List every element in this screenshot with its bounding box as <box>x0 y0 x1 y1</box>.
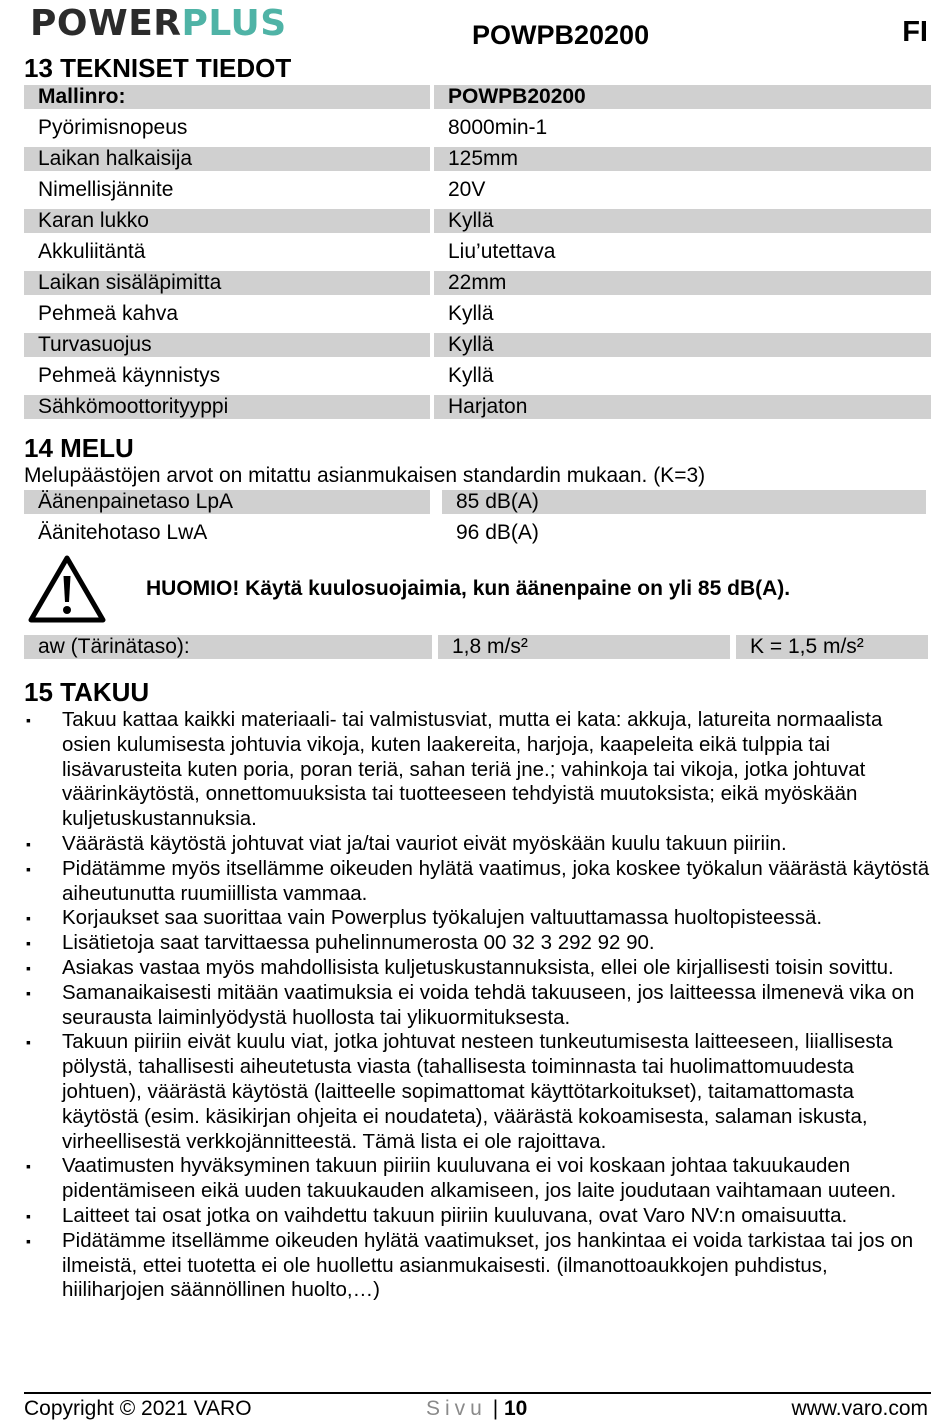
language-code: FI <box>902 16 928 48</box>
footer-divider <box>24 1392 931 1394</box>
section-title-noise: 14 MELU <box>24 433 134 463</box>
spec-value: Kyllä <box>434 333 931 357</box>
section-title-technical-data: 13 TEKNISET TIEDOT <box>24 53 292 83</box>
spec-row <box>24 363 931 394</box>
spec-value: Harjaton <box>434 395 931 419</box>
noise-value: 85 dB(A) <box>442 490 926 514</box>
bullet-icon: ▪ <box>26 984 31 1001</box>
bullet-icon: ▪ <box>26 860 31 877</box>
spec-value: Kyllä <box>448 364 494 387</box>
logo-power: POWER <box>30 3 182 44</box>
spec-row <box>24 270 931 301</box>
model-number-header: POWPB20200 <box>472 20 650 50</box>
spec-row <box>24 115 931 146</box>
powerplus-logo <box>30 4 287 44</box>
bullet-icon: ▪ <box>26 1232 31 1249</box>
page-number: 10 <box>503 1397 528 1420</box>
warranty-item-text: Asiakas vastaa myös mahdollisista kuljetuskustannuksista, ellei ole kirjallisesti toisin sovittu. <box>62 955 894 979</box>
spec-row <box>24 394 931 425</box>
spec-label: Karan lukko <box>24 209 430 233</box>
spec-row <box>24 208 931 239</box>
spec-label: Turvasuojus <box>24 333 430 357</box>
spec-label: Laikan sisäläpimitta <box>24 271 430 295</box>
warranty-item <box>24 906 930 931</box>
spec-value: Liu’utettava <box>448 240 556 263</box>
logo-plus: PLUS <box>181 3 287 44</box>
bullet-icon: ▪ <box>26 935 31 952</box>
spec-row <box>24 239 931 270</box>
bullet-icon: ▪ <box>26 712 31 728</box>
spec-row <box>24 301 931 332</box>
bullet-icon: ▪ <box>26 959 31 976</box>
spec-label: Sähkömoottorityyppi <box>24 395 430 419</box>
page-separator: | <box>486 1397 504 1420</box>
bullet-icon: ▪ <box>26 835 31 852</box>
vibration-value: 1,8 m/s² <box>438 635 730 659</box>
warranty-item <box>24 956 930 981</box>
warranty-item-text: Vaatimusten hyväksyminen takuun piiriin kuuluvana ei voi koskaan johtaa takuukauden pidentämiseen eikä uuden takuukauden alkamiseen, jos laite joudutaan vaihtamaan uuteen. <box>62 1154 897 1203</box>
noise-label: Äänenpainetaso LpA <box>24 490 430 514</box>
noise-table <box>24 489 926 551</box>
warranty-item <box>24 832 930 857</box>
section-title-warranty: 15 TAKUU <box>24 677 150 707</box>
page-label: Sivu <box>426 1397 487 1420</box>
bullet-icon: ▪ <box>26 1034 31 1051</box>
warranty-item-text: Takuun piiriin eivät kuulu viat, jotka johtuvat nesteen tunkeutumisesta laitteeseen, liiallisesta pölystä, tahallisesti aiheutetusta viasta (tahallisesta toiminnasta tai huolimattomuudesta johtuen), väärästä käytöstä (laitteelle sopimattomat käyttötarkoitukset), taitamattomasta käytöstä (esim. käsikirjan ohjeita ei noudateta), väärästä kokoamisesta, salaman iskusta, virheellisestä verkkojännitteestä. Tämä lista ei ole rajoittava. <box>62 1030 893 1153</box>
spec-value: 125mm <box>434 147 931 171</box>
noise-intro-text: Melupäästöjen arvot on mitattu asianmukaisen standardin mukaan. (K=3) <box>24 464 706 487</box>
website-link[interactable]: www.varo.com <box>791 1397 928 1420</box>
hearing-protection-warning: HUOMIO! Käytä kuulosuojaimia, kun äänenpaine on yli 85 dB(A). <box>146 577 791 600</box>
page-indicator <box>426 1396 527 1422</box>
warranty-item-text: Lisätietoja saat tarvittaessa puhelinnumerosta 00 32 3 292 92 90. <box>62 931 655 955</box>
spec-row <box>24 332 931 363</box>
warranty-item-text: Pidätämme itsellämme oikeuden hylätä vaatimukset, jos hankintaa ei voida tarkistaa tai jos on ilmeistä, ettei tuotetta ei ole huollettu asianmukaisesti. (ilmanottoaukkojen puhdistus, hiiliharjojen säännöllinen huolto,…) <box>62 1228 914 1302</box>
page-footer <box>24 1396 928 1422</box>
spec-value: Kyllä <box>434 209 931 233</box>
vibration-k-value: K = 1,5 m/s² <box>736 635 928 659</box>
warranty-item <box>24 1204 930 1229</box>
warranty-item <box>24 1154 930 1204</box>
warranty-item-text: Samanaikaisesti mitään vaatimuksia ei voida tehdä takuuseen, jos laitteessa ilmenevä vika on seurausta laiminlyödystä huollosta tai ylikuormituksesta. <box>62 980 915 1029</box>
warranty-item-text: Korjaukset saa suorittaa vain Powerplus työkalujen valtuuttamassa huoltopisteessä. <box>62 906 823 930</box>
spec-row <box>24 84 931 115</box>
spec-label: Nimellisjännite <box>38 178 174 201</box>
warranty-item <box>24 1030 930 1154</box>
warranty-item <box>24 1229 930 1303</box>
noise-value: 96 dB(A) <box>456 521 539 544</box>
spec-label: Pyörimisnopeus <box>38 116 188 139</box>
spec-row <box>24 146 931 177</box>
noise-row <box>24 489 926 520</box>
warranty-item <box>24 931 930 956</box>
spec-label: Mallinro: <box>24 85 430 109</box>
bullet-icon: ▪ <box>26 1158 31 1175</box>
noise-row <box>24 520 926 551</box>
vibration-label: aw (Tärinätaso): <box>24 635 432 659</box>
warranty-item <box>24 708 930 832</box>
spec-label: Pehmeä käynnistys <box>38 364 221 387</box>
warranty-item <box>24 981 930 1031</box>
spec-value: Kyllä <box>448 302 494 325</box>
noise-label: Äänitehotaso LwA <box>38 521 208 544</box>
warranty-list <box>24 708 930 1303</box>
bullet-icon: ▪ <box>26 1207 31 1224</box>
spec-value: 22mm <box>434 271 931 295</box>
spec-value: 20V <box>448 178 486 201</box>
warranty-item-text: Väärästä käytöstä johtuvat viat ja/tai vauriot eivät myöskään kuulu takuun piiriin. <box>62 831 787 855</box>
spec-label: Akkuliitäntä <box>38 240 146 263</box>
warranty-item <box>24 857 930 907</box>
copyright-text: Copyright © 2021 VARO <box>24 1397 252 1420</box>
warning-triangle-icon <box>28 554 106 624</box>
warranty-item-text: Pidätämme myös itsellämme oikeuden hylätä vaatimus, joka koskee työkalun väärästä käytöstä aiheutunutta ruumiillista vammaa. <box>62 856 930 905</box>
vibration-row <box>24 635 928 659</box>
warranty-item-text: Laitteet tai osat jotka on vaihdettu takuun piiriin kuuluvana, ovat Varo NV:n omaisuutta. <box>62 1203 848 1227</box>
spec-label: Pehmeä kahva <box>38 302 179 325</box>
spec-label: Laikan halkaisija <box>24 147 430 171</box>
spec-value: 8000min-1 <box>448 116 548 139</box>
bullet-icon: ▪ <box>26 910 31 927</box>
warranty-item-text: Takuu kattaa kaikki materiaali- tai valmistusviat, mutta ei kata: akkuja, latureita normaalista osien kulumisesta johtuvia vikoja, kuten laakereita, harjoja, kaapeleita eikä tulppia tai lisävarusteita kuten poria, poran teriä, sahan teriä jne.; vahinkoja tai vikoja, jotka johtuvat väärinkäytöstä, onnettomuuksista tai tuotteeseen tehdyistä muutoksista; eikä myöskään kuljetuskustannuksia. <box>62 708 883 831</box>
page-header <box>0 0 950 52</box>
spec-row <box>24 177 931 208</box>
technical-data-table <box>24 84 931 425</box>
spec-value: POWPB20200 <box>434 85 931 109</box>
